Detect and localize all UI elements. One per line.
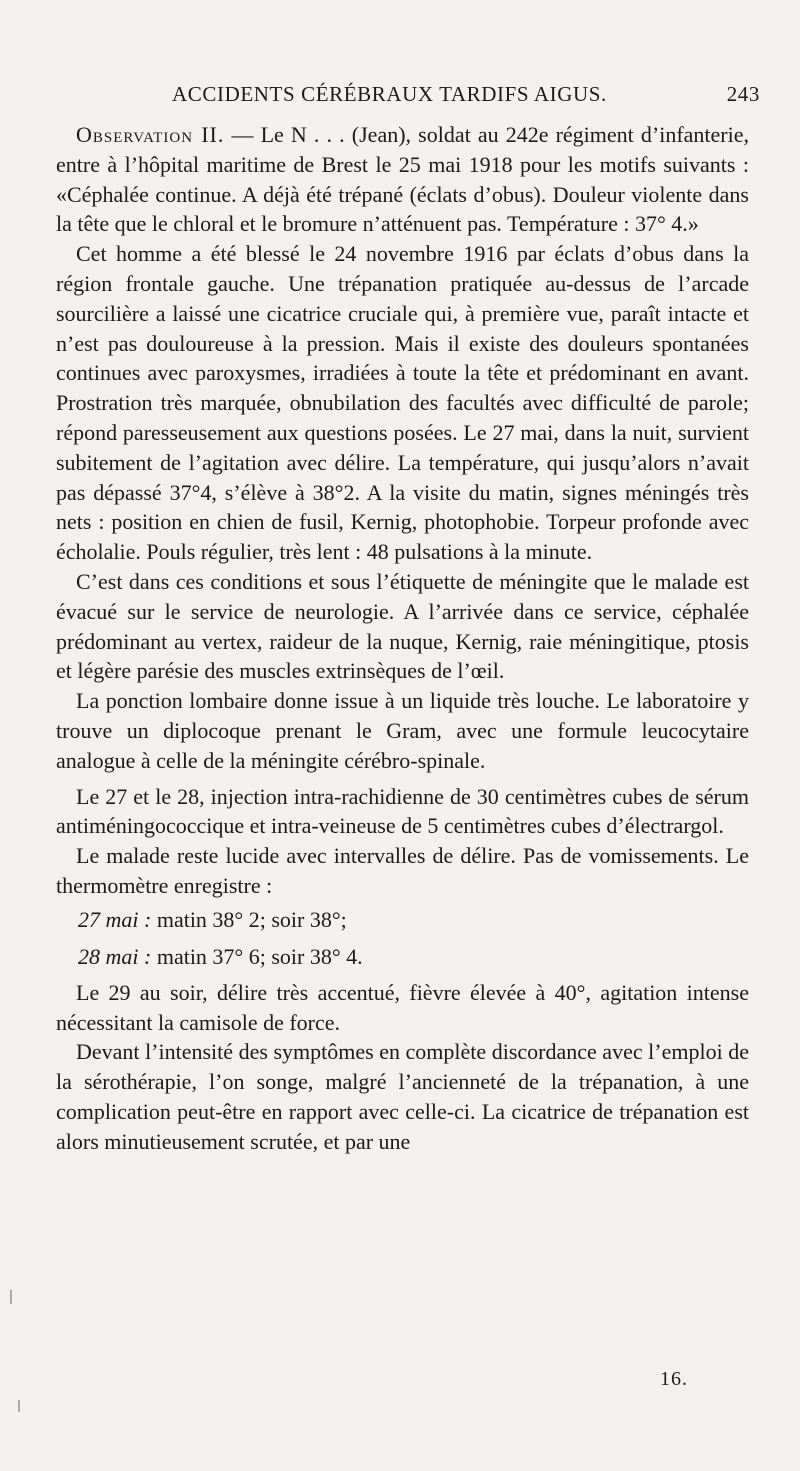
injection-paragraph: Le 27 et le 28, injection intra-rachidienne de 30 centimètres cubes de sérum antiméningococcique et intra-veineuse de 5 centimètres cubes d’électrargol. bbox=[56, 783, 749, 839]
reading-values: matin 38° 2; soir 38°; bbox=[151, 906, 347, 932]
reading-date: 27 mai : bbox=[78, 906, 152, 932]
observation-text: — Le N . . . (Jean), soldat au 242e régiment d’infanterie, entre à l’hôpital maritime de Brest le 25 mai 1918 pour les motifs suivants : «Céphalée continue. A déjà été trépané (éclats d’obus). Douleur violente dans la tête que le chloral et le bromure n’atténuent pas. Température : 37° 4.» bbox=[56, 122, 750, 237]
signature-mark: 16. bbox=[660, 1368, 688, 1390]
observation-label: Observation II. bbox=[76, 122, 225, 147]
reading-date: 28 mai : bbox=[78, 943, 152, 969]
temperature-reading bbox=[56, 901, 749, 938]
evacuation-paragraph: C’est dans ces conditions et sous l’étiquette de méningite que le malade est évacué sur le service de neurologie. A l’arrivée dans ce service, céphalée prédominant au vertex, raideur de la nuque, Kernig, raie méningitique, ptosis et légère parésie des muscles extrinsèques de l’œil. bbox=[56, 568, 749, 684]
fever-paragraph: Le 29 au soir, délire très accentué, fièvre élevée à 40°, agitation intense nécessitant la camisole de force. bbox=[56, 979, 749, 1035]
thermometer-paragraph: Le malade reste lucide avec intervalles de délire. Pas de vomissements. Le thermomètre enregistre : bbox=[56, 843, 749, 898]
page-blemish bbox=[10, 1290, 12, 1304]
body-text bbox=[56, 120, 749, 1157]
discordance-paragraph: Devant l’intensité des symptômes en complète discordance avec l’emploi de la sérothérapie, l’on songe, malgré l’ancienneté de la trépanation, à une complication peut-être en rapport avec celle-ci. La cicatrice de trépanation est alors minutieusement scrutée, et par une bbox=[56, 1039, 749, 1154]
case-history-paragraph: Cet homme a été blessé le 24 novembre 1916 par éclats d’obus dans la région frontale gauche. Une trépanation pratiquée au-dessus de l’arcade sourcilière a laissé une cicatrice cruciale qui, à première vue, paraît intacte et n’est pas douloureuse à la pression. Mais il existe des douleurs spontanées continues avec paroxysmes, irradiées à toute la tête et prédominant en avant. Prostration très marquée, obnubilation des facultés avec difficulté de parole; répond paresseusement aux questions posées. Le 27 mai, dans la nuit, survient subitement de l’agitation avec délire. La température, qui jusqu’alors n’avait pas dépassé 37°4, s’élève à 38°2. A la visite du matin, signes méningés très nets : position en chien de fusil, Kernig, photophobie. Torpeur profonde avec écholalie. Pouls régulier, très lent : 48 pulsations à la minute. bbox=[56, 241, 749, 565]
running-title: ACCIDENTS CÉRÉBRAUX TARDIFS AIGUS. bbox=[172, 82, 607, 106]
temperature-reading bbox=[56, 938, 749, 975]
observation-paragraph bbox=[56, 120, 749, 239]
temperature-readings bbox=[56, 901, 749, 975]
page-number: 243 bbox=[726, 82, 760, 106]
page-blemish bbox=[18, 1400, 20, 1412]
reading-values: matin 37° 6; soir 38° 4. bbox=[151, 943, 363, 969]
lumbar-puncture-paragraph: La ponction lombaire donne issue à un liquide très louche. Le laboratoire y trouve un diplocoque prenant le Gram, avec une formule leucocytaire analogue à celle de la méningite cérébro-spinale. bbox=[56, 688, 749, 773]
page-header bbox=[172, 82, 760, 110]
